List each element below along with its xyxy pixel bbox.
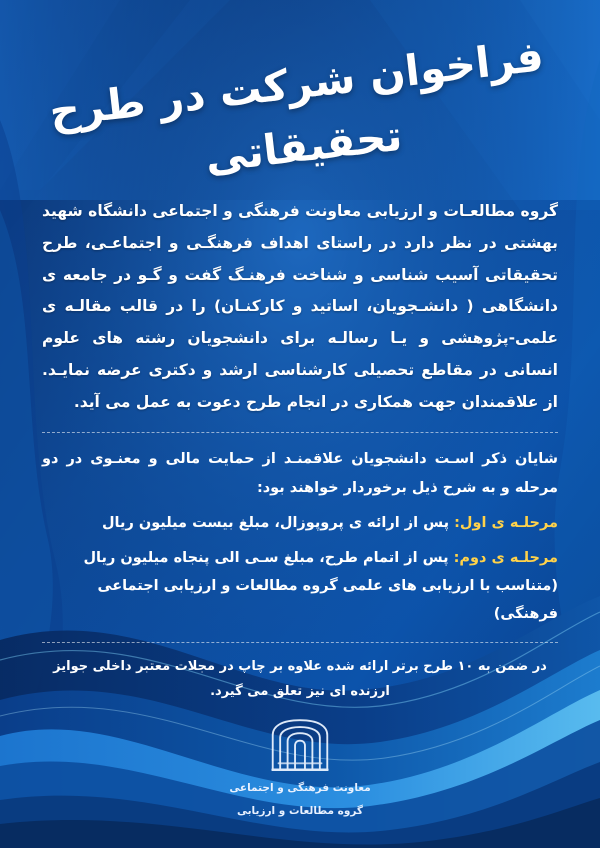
poster-footer (0, 716, 600, 820)
poster-title-container (0, 31, 600, 182)
stage-two-text: پس از اتمام طرح، مبلغ سـی الی پنجاه میلیون ریال (متناسب با ارزیابی های علمی گروه مطالعات و ارزیابی اجتماعی فرهنگی) (83, 549, 558, 623)
note-paragraph: در ضمن به ۱۰ طرح برتر ارائه شده علاوه بر چاپ در مجلات معتبر داخلی جوایز ارزنده ای نیز تعلق می گیرد. (53, 659, 547, 700)
divider-top (42, 432, 558, 433)
stage-two (42, 544, 558, 629)
support-paragraph: شایان ذکر اسـت دانشجویان علاقمنـد از حمایت مالی و معنـوی در دو مرحله و به شرح ذیل برخوردار خواهند بود: (42, 451, 558, 497)
stage-one-label: مرحلـه ی اول: (454, 515, 558, 532)
poster-body (42, 196, 558, 705)
footer-line-2: گروه مطالعات و ارزیابی (236, 805, 364, 818)
stage-one (42, 509, 558, 537)
stage-two-label: مرحلـه ی دوم: (453, 549, 558, 566)
page-title: فراخوان شرکت در طرح تحقیقاتی (46, 31, 546, 182)
main-paragraph: گروه مطالعـات و ارزیابی معاونت فرهنگی و اجتماعی دانشگاه شهید بهشتی در نظر دارد در راستای اهداف فرهنگـی و اجتماعـی، طرح تحقیقاتی آسیب شناسی و شناخت فرهنـگ گفت و گـو در جامعه ی دانشگاهی ( دانشـجویان، اساتید و کارکنـان) را در قالب مقالـه ی علمی-پژوهشی و یـا رسالـه برای دانشجویان رشته های علوم انسانی در مقاطع تحصیلی کارشناسی ارشد و دکتری عرضه نمایـد. از علاقمندان جهت همکاری در انجام طرح دعوت به عمل می آید. (42, 202, 558, 411)
stage-one-text: پس از ارائه ی پروپوزال، مبلغ بیست میلیون ریال (101, 515, 450, 532)
footer-line-1: معاونت فرهنگی و اجتماعی (229, 782, 371, 795)
divider-bottom (42, 642, 558, 643)
shahid-beheshti-university-logo-icon (269, 716, 331, 774)
